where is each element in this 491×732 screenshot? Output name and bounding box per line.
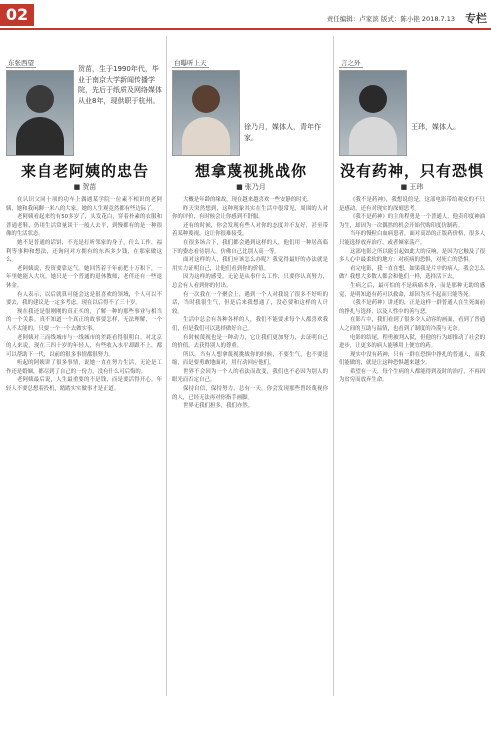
paragraph: 当年的慢粒白血病患者，面对高昂的正版药价格，很多人只能选择放弃治疗，或者倾家荡产。 [339, 231, 485, 246]
paragraph: 现在我还是很刚刚的真正买的，了解一种的那些事业与相当的一个关系。真不知道一个真正的故事要怎样，无法理解，一个人不太能的，只要一个一个去做实事。 [6, 308, 162, 332]
paragraph: 这部电影之所以能引起如此大的反响，是因为它触及了很多人心中最柔软的地方：对疾病的恐惧，对死亡的恐惧。 [339, 248, 485, 264]
paragraph: 在很多场合下，我们都会遇到这样的人，他们用一种居高临下的姿态看待别人，仿佛自己比别人高一等。 [172, 239, 328, 255]
article-byline: ■ 贺苗 [73, 183, 97, 191]
page-number: 02 [0, 4, 34, 26]
paragraph: 现实中没有药神，只有一群在恐惧中挣扎的普通人，而我们能做的，就是让这种恐惧越来越少。 [339, 351, 485, 367]
column-divider [166, 36, 167, 696]
paragraph: 有人表示，以后就算可能会这是很喜欢的领域，个人可以不要去，我的建议是一定多考虑，现在以后得不了三十岁。 [6, 291, 162, 307]
paragraph: 世界无我们担多，我们亦然。 [183, 403, 254, 410]
author-bio: 徐乃月，媒体人，青年作家。 [244, 123, 321, 142]
paragraph: 还有的时候，你会发现有些人对你的态度并不友好，甚至带着某种蔑视，这让你很难接受。 [172, 222, 328, 238]
paragraph: 听起的阿姨讲了很多事情，说她一直在努力生活，无论是工作还是婚姻，都尽到了自己的一份力，没有什么可后悔的。 [6, 360, 162, 375]
article-title: 想拿蔑视挑战你 [194, 162, 307, 180]
article-body [172, 196, 328, 732]
paragraph: 《我不是药神》，我想说的是，这部电影带给观众的不只是感动，还有对现实的深刻思考。 [339, 197, 485, 212]
article-body [339, 196, 485, 732]
author-photo [339, 70, 407, 156]
paragraph: 老阿姨说，投资要靠运气。她回答着于年前把十万积下，一年里她能入大坑。她只是一个普通的退休教师，老伴还有一些退休金。 [6, 265, 162, 289]
paragraph: 保持自信，保持努力，总有一天，你会发现那些曾经蔑视你的人，已经无法再对你指手画脚。 [172, 386, 328, 401]
paragraph: 面对这样的人，我们应该怎么办呢？我觉得最好的办法就是用实力证明自己，让他们看到你的价值。 [172, 257, 328, 272]
paragraph: 老阿姨看起来约有50多岁了，头发花白，穿着朴素的衣服和普通老鞋，仍用生活常量谈干一般人去平，到慢都有的是一种很像的生活状态。 [6, 214, 162, 238]
header-rule [0, 28, 491, 30]
paragraph: 所以，当有人想拿蔑视挑战你的时候，不要生气，也不要退缩，而是要勇敢地面对，用行动回应他们。 [172, 351, 328, 367]
column-tag: 东张西望 [8, 59, 34, 67]
page-header [0, 0, 491, 30]
paragraph: 希望有一天，每个生病的人都能得到及时的治疗，不再因为贫穷而放弃生命。 [339, 368, 485, 384]
paragraph: 有一次我在一个聚会上，遇到一个人对我说了很多不好听的话，当时我很生气，但是后来我想通了，没必要和这样的人计较。 [172, 291, 328, 315]
article-title: 没有药神，只有恐惧 [339, 162, 484, 180]
paragraph: 大概是年龄的缘故，现在越来越喜欢一些安静的时光。 [183, 197, 313, 203]
paragraph: 老阿姨最后说，人生最重要的不是钱，而是要活得开心。年轻人不要总想着投机，踏踏实实做事才是正道。 [6, 377, 162, 393]
paragraph: 《我不是药神》的主角程勇是一个普通人，他卖印度神油为生，却因为一次偶然的机会开始代购印度仿制药。 [339, 214, 485, 229]
author-photo [6, 70, 74, 156]
paragraph: 《我不是药神》讲述的，正是这样一群普通人在生死面前的挣扎与选择，以及人性中的善与恶。 [339, 300, 485, 315]
paragraph: 昨天突然想到，这种现象其实在生活中很常见，周围的人对你的评价，有时候会让你感到不舒服。 [172, 205, 328, 221]
author-bio: 贺苗，生于1990年代，毕业于南京大学新闻传播学院，先后于纸质及网络媒体从业8年，现供职于杭州。 [78, 65, 162, 105]
column-divider [333, 36, 334, 696]
paragraph: 电影的结尾，程勇被判入狱，但他的行为却推动了社会的进步，让更多的病人能够用上便宜的药。 [339, 334, 485, 350]
paragraph: 老阿姨对三而线城市与一线城市的差距看得很明白。对北京的人来说，现在三四十岁的年轻人，有些收入水平却跟不上，都可以帮助下一代，以前的很多事情都很努力。 [6, 334, 162, 358]
article-byline: ■ 张乃月 [236, 183, 266, 191]
paragraph: 在影片中，我们看到了很多令人动容的画面，看到了普通人之间的互助与温情，也看到了制度的冷漠与无奈。 [339, 317, 485, 332]
paragraph: 有时候蔑视也是一种动力，它让我们更加努力，去证明自己的价值，去获得别人的尊重。 [172, 334, 328, 350]
section-name: 专栏 [465, 12, 487, 25]
paragraph: 看完电影，我一直在想，如果我是片中的病人，我会怎么做？我想大多数人都会和他们一样，选择活下去。 [339, 265, 485, 281]
paragraph: 因为这样的感受，无论是从事什么工作，只要你认真努力，总会有人看到你的付出。 [172, 274, 328, 289]
paragraph: 在认识父同十项的功车上偶遇某学院一位素不相识的老阿姨，她和我闲聊一米八的大家，她的人生观竟然都有些边际了。 [6, 197, 162, 212]
article-title: 来自老阿姨的忠告 [20, 162, 149, 180]
paragraph: 世界不会因为一个人的看法而改变，我们也不必因为别人的眼光而否定自己。 [172, 368, 328, 384]
paragraph: 生活中总会有各种各样的人，我们不能要求每个人都喜欢我们，但是我们可以选择做好自己。 [172, 317, 328, 332]
article-byline: ■ 王玮 [400, 183, 424, 191]
author-bio: 王玮，媒体人。 [411, 123, 460, 131]
column-tag: 白曝听上天 [174, 59, 207, 67]
author-photo [172, 70, 240, 156]
paragraph: 生病之后，最可怕的不是病痛本身，而是那种无助的感觉，是明知道有药可以救命，却因为买不起而只能等死。 [339, 282, 485, 298]
column-tag: 言之外 [341, 59, 361, 67]
paragraph: 她不是普通的话饼，不光是打听邻家的身子，什么工作，福利等事种和想法，还询问对方拥有的东西多少钱，在那家做这么。 [6, 239, 162, 264]
header-meta: 责任编辑：卢家滨 版式：陈小艳 2018.7.13 [326, 15, 455, 23]
article-body [6, 196, 162, 696]
